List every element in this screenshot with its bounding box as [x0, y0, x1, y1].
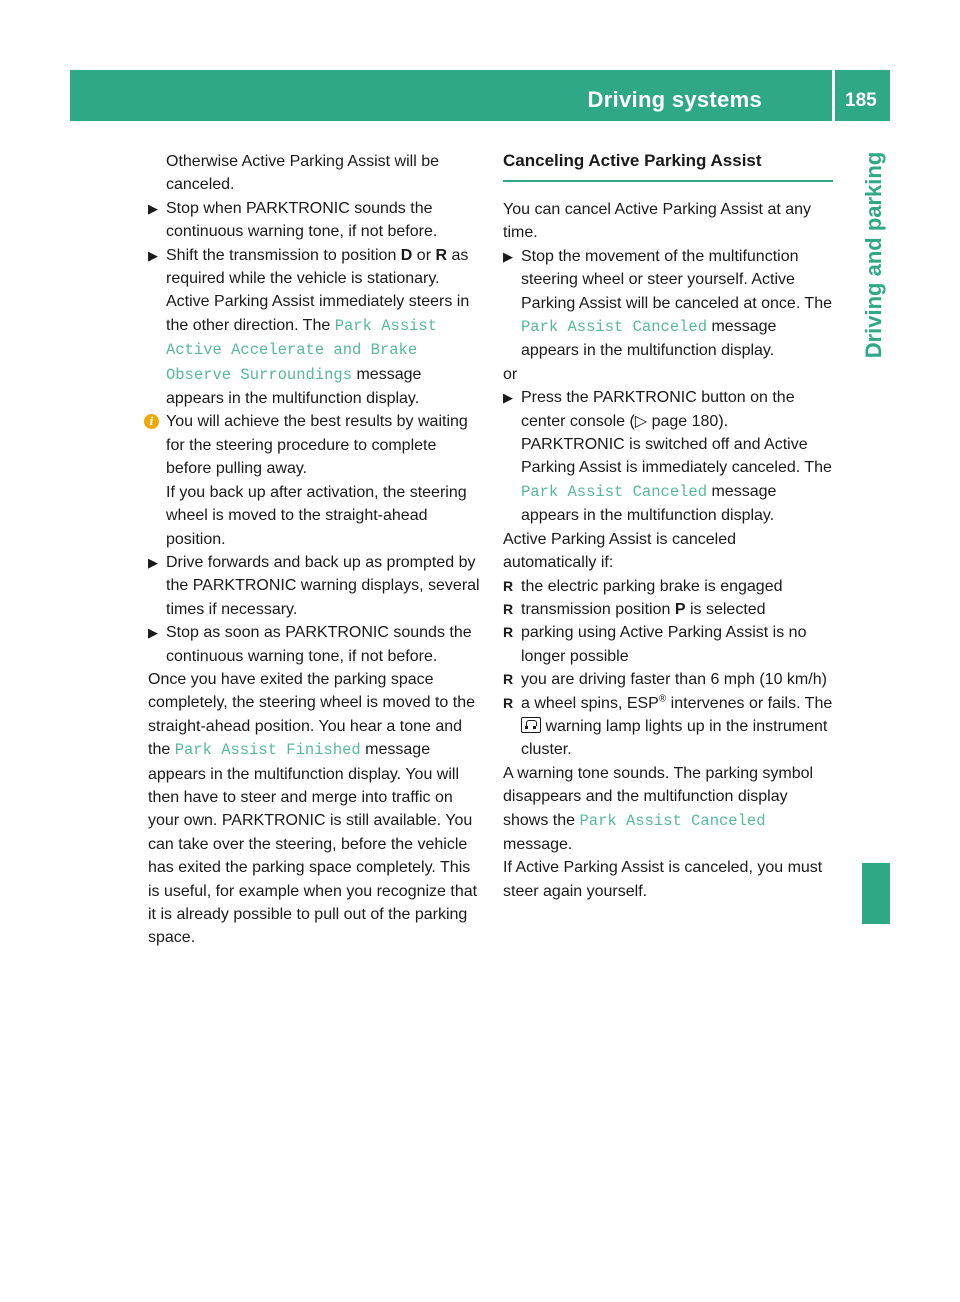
bullet-text: is selected	[685, 600, 766, 618]
bullet-item	[503, 575, 833, 598]
bullet-text: a wheel spins, ESP	[521, 694, 659, 712]
bullet-text: intervenes or fails. The	[666, 694, 833, 712]
bullet-icon: R	[503, 694, 514, 711]
section-heading: Canceling Active Parking Assist	[503, 150, 833, 182]
display-message: Park Assist Finished	[174, 741, 361, 760]
section-title: Driving systems	[587, 87, 762, 112]
step-arrow-icon: ▶	[148, 625, 158, 641]
step-arrow-icon: ▶	[148, 200, 158, 216]
gear-r: R	[435, 246, 448, 264]
step-item	[503, 386, 833, 527]
gear-d: D	[400, 246, 413, 264]
step-item	[148, 621, 482, 668]
step-text: ). PARKTRONIC is switched off and Active Parking Assist is immediately canceled. The	[521, 412, 832, 477]
skidding-car-warning-icon	[521, 717, 541, 733]
page-reference-link[interactable]: ▷ page 180	[634, 412, 719, 430]
chapter-tab-marker	[862, 863, 890, 924]
chapter-label-text: Driving and parking	[861, 151, 886, 359]
paragraph-text: Once you have exited the parking space completely, the steering wheel is moved to the straight-ahead position. You hear a tone and the	[148, 670, 475, 759]
bullet-icon: R	[503, 600, 514, 617]
step-arrow-icon: ▶	[148, 554, 158, 570]
paragraph-text: A warning tone sounds. The parking symbol disappears and the multifunction display shows the	[503, 764, 814, 829]
paragraph: Otherwise Active Parking Assist will be canceled.	[166, 153, 439, 194]
display-message: Park Assist Active Accelerate and Brake Observe Surroundings	[166, 316, 438, 384]
paragraph	[503, 762, 833, 857]
paragraph: If Active Parking Assist is canceled, you must steer again yourself.	[503, 859, 823, 900]
paragraph-text: message.	[503, 835, 573, 853]
bullet-icon: R	[503, 577, 514, 594]
step-arrow-icon: ▶	[503, 390, 513, 406]
bullet-text: transmission position	[521, 600, 675, 618]
step-text: message appears in the multifunction display.	[166, 365, 422, 408]
paragraph: You can cancel Active Parking Assist at any time.	[503, 201, 812, 242]
info-text: If you back up after activation, the steering wheel is moved to the straight-ahead position.	[166, 483, 467, 548]
right-column	[503, 150, 833, 903]
bullet-text: parking using Active Parking Assist is no longer possible	[521, 624, 807, 665]
step-item	[148, 197, 482, 244]
step-text: Shift the transmission to position	[166, 246, 401, 264]
registered-mark: ®	[658, 693, 667, 705]
chapter-label	[844, 151, 904, 359]
header-divider	[832, 70, 835, 121]
paragraph	[148, 668, 482, 950]
header-bar	[70, 70, 890, 121]
step-text: message appears in the multifunction display.	[521, 482, 777, 525]
paragraph-or: or	[503, 365, 518, 383]
left-column	[148, 150, 482, 950]
bullet-item	[503, 692, 833, 762]
gear-p: P	[674, 600, 686, 618]
step-arrow-icon: ▶	[148, 247, 158, 263]
display-message: Park Assist Canceled	[579, 811, 766, 830]
step-text: Press the PARKTRONIC button on the center console (	[521, 389, 795, 430]
step-item	[503, 245, 833, 363]
info-icon: i	[144, 414, 159, 429]
step-arrow-icon: ▶	[503, 248, 513, 264]
page-number: 185	[845, 90, 877, 111]
step-text: Drive forwards and back up as prompted by the PARKTRONIC warning displays, several times if necessary.	[166, 553, 480, 618]
step-text: Stop the movement of the multifunction steering wheel or steer yourself. Active Parking Assist will be canceled at once. The	[521, 247, 832, 312]
step-text: message appears in the multifunction display.	[521, 318, 777, 360]
step-text: or	[412, 246, 436, 264]
display-message: Park Assist Canceled	[521, 482, 708, 501]
bullet-icon: R	[503, 671, 514, 688]
step-item	[148, 244, 482, 411]
bullet-item	[503, 668, 833, 691]
bullet-text: the electric parking brake is engaged	[521, 577, 783, 595]
bullet-text: warning lamp lights up in the instrument cluster.	[521, 717, 828, 759]
step-text: Stop when PARKTRONIC sounds the continuous warning tone, if not before.	[166, 199, 438, 241]
bullet-text: you are driving faster than 6 mph (10 km/h)	[521, 671, 827, 689]
bullet-icon: R	[503, 624, 514, 641]
display-message: Park Assist Canceled	[521, 318, 708, 337]
step-text: Stop as soon as PARKTRONIC sounds the continuous warning tone, if not before.	[166, 624, 472, 665]
step-text: as required while the vehicle is stationary. Active Parking Assist immediately steers in the other direction. The	[166, 246, 470, 334]
paragraph: Active Parking Assist is canceled automatically if:	[503, 530, 736, 572]
paragraph-text: message appears in the multifunction display. You will then have to steer and merge into traffic on your own. PARKTRONIC is still available. You can take over the steering, before the vehicle has exited the parking space completely. This is useful, for example when you recognize that it is already possible to pull out of the parking space.	[148, 741, 478, 947]
info-text: You will achieve the best results by waiting for the steering procedure to complete before pulling away.	[166, 413, 468, 478]
step-item	[148, 551, 482, 621]
bullet-item	[503, 621, 833, 668]
bullet-item	[503, 598, 833, 621]
info-note	[148, 410, 482, 550]
